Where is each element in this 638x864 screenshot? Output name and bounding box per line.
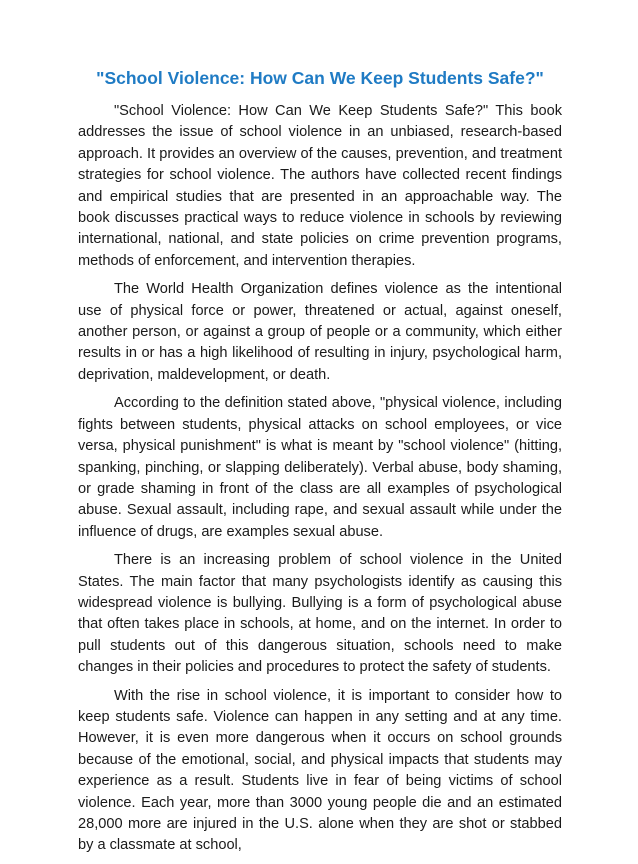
document-title: "School Violence: How Can We Keep Students Safe?" [96,68,544,88]
paragraph-bullying: There is an increasing problem of school violence in the United States. The main factor that many psychologists identify as causing this widespread violence is bullying. Bullying is a form of psychological abuse that often takes place in schools, at home, and on the internet. In order to pull students out of this dangerous situation, schools need to make changes in their policies and procedures to protect the safety of students. [78,552,562,676]
paragraph-who-definition: The World Health Organization defines violence as the intentional use of physical force or power, threatened or actual, against oneself, another person, or against a group of people or a community, which either results in or has a high likelihood of resulting in injury, psychological harm, deprivation, maldevelopment, or death. [78,281,562,383]
paragraph-types-of-violence: According to the definition stated above, "physical violence, including fights between students, physical attacks on school employees, or vice versa, physical punishment" is what is meant by "school violence" (hitting, spanking, pinching, or slapping deliberately). Verbal abuse, body shaming, or grade shaming in front of the class are all examples of psychological abuse. Sexual assault, including rape, and sexual assault while under the influence of drugs, are examples sexual abuse. [78,395,562,540]
document-page [78,66,562,864]
paragraph-keeping-students-safe: With the rise in school violence, it is important to consider how to keep students safe. Violence can happen in any setting and at any time. However, it is even more dangerous when it occurs on school grounds because of the emotional, social, and physical impacts that students may experience as a result. Students live in fear of being victims of school violence. Each year, more than 3000 young people die and an estimated 28,000 more are injured in the U.S. alone when they are shot or stabbed by a classmate at school, [78,687,562,854]
paragraph-book-overview: "School Violence: How Can We Keep Students Safe?" This book addresses the issue of school violence in an unbiased, research-based approach. It provides an overview of the causes, prevention, and treatment strategies for school violence. The authors have collected recent findings and empirical studies that are presented in an approachable way. The book discusses practical ways to reduce violence in schools by reviewing international, national, and state policies on crime prevention programs, methods of enforcement, and intervention therapies. [78,103,562,269]
